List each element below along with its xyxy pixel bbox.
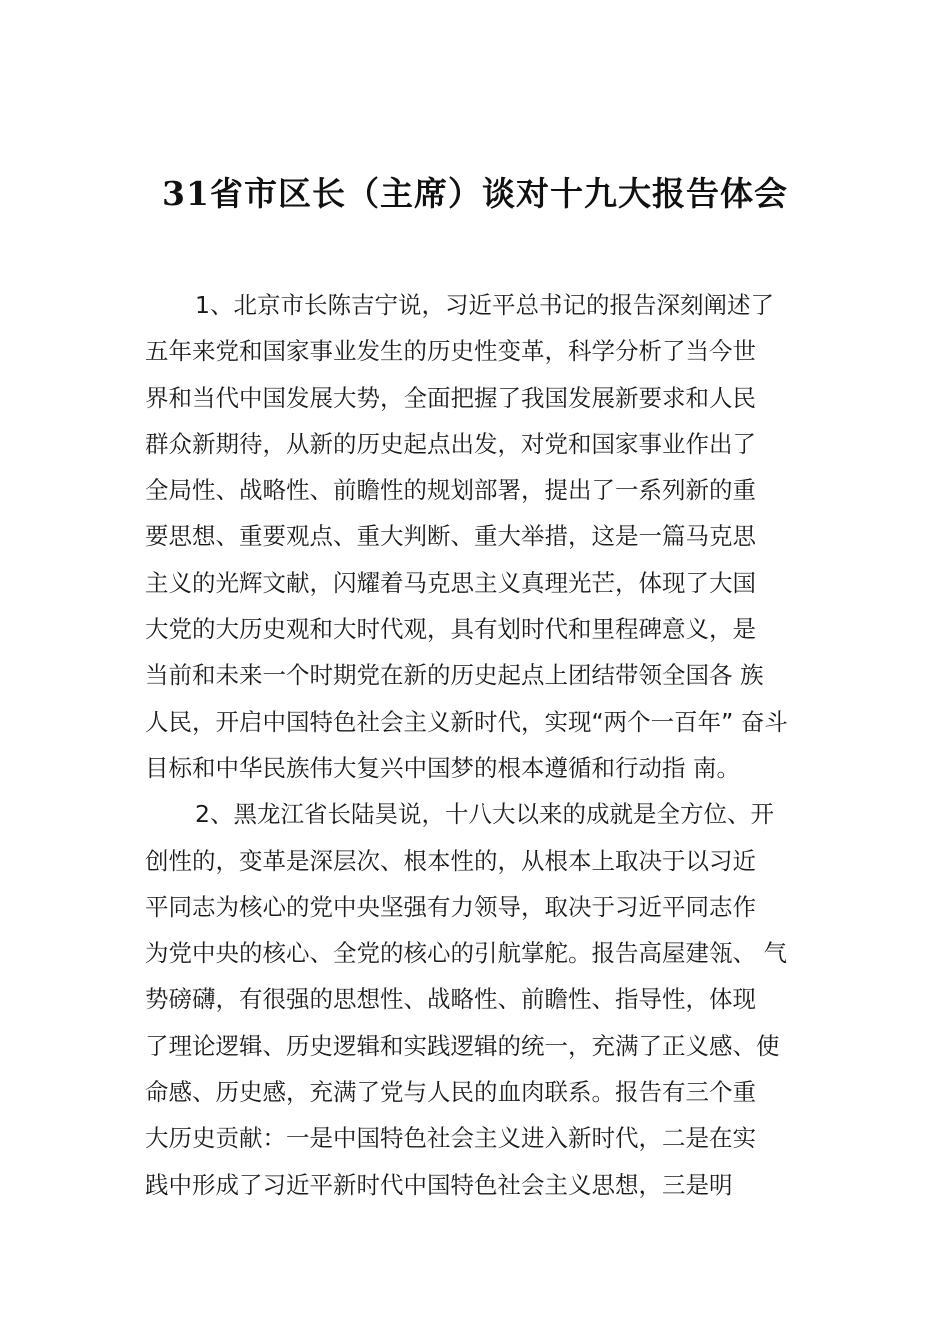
paragraph-1-line: 大党的大历史观和大时代观，具有划时代和里程碑意义，是 [145,615,756,644]
paragraph-1-line: 要思想、重要观点、重大判断、重大举措，这是一篇马克思 [145,522,756,551]
document-body [145,282,815,1208]
paragraph-1-line: 目标和中华民族伟大复兴中国梦的根本遵循和行动指 南。 [145,753,740,782]
paragraph-1-line: 群众新期待，从新的历史起点出发，对党和国家事业作出了 [145,429,756,458]
paragraph-2-line: 命感、历史感，充满了党与人民的血肉联系。报告有三个重 [145,1078,756,1107]
paragraph-2-line: 2、黑龙江省长陆昊说，十八大以来的成就是全方位、开 [195,800,774,829]
paragraph-1-line: 1、北京市长陈吉宁说，习近平总书记的报告深刻阐述了 [195,291,774,319]
paragraph-1-line: 主义的光辉文献，闪耀着马克思主义真理光芒，体现了大国 [145,568,756,597]
paragraph-1-line: 五年来党和国家事业发生的历史性变革，科学分析了当今世 [145,337,756,366]
paragraph-2-line: 平同志为核心的党中央坚强有力领导，取决于习近平同志作 [145,892,756,921]
paragraph-2-line: 践中形成了习近平新时代中国特色社会主义思想，三是明 [145,1170,733,1199]
paragraph-1-line: 界和当代中国发展大势，全面把握了我国发展新要求和人民 [145,383,756,412]
document-title: 31省市区长（主席）谈对十九大报告体会 [162,174,788,213]
paragraph-1-line: 全局性、战略性、前瞻性的规划部署，提出了一系列新的重 [145,476,756,505]
paragraph-2-line: 势磅礴，有很强的思想性、战略性、前瞻性、指导性，体现 [145,985,756,1014]
paragraph-1-line: 人民，开启中国特色社会主义新时代，实现“两个一百年” 奋斗 [145,707,788,736]
paragraph-1-line: 当前和未来一个时期党在新的历史起点上团结带领全国各 族 [145,661,764,690]
paragraph-2-line: 了理论逻辑、历史逻辑和实践逻辑的统一，充满了正义感、使 [145,1031,780,1060]
paragraph-2-line: 大历史贡献：一是中国特色社会主义进入新时代，二是在实 [145,1124,756,1153]
paragraph-2-line: 创性的，变革是深层次、根本性的，从根本上取决于以习近 [145,846,756,875]
paragraph-2-line: 为党中央的核心、全党的核心的引航掌舵。报告高屋建瓴、 气 [145,939,787,968]
